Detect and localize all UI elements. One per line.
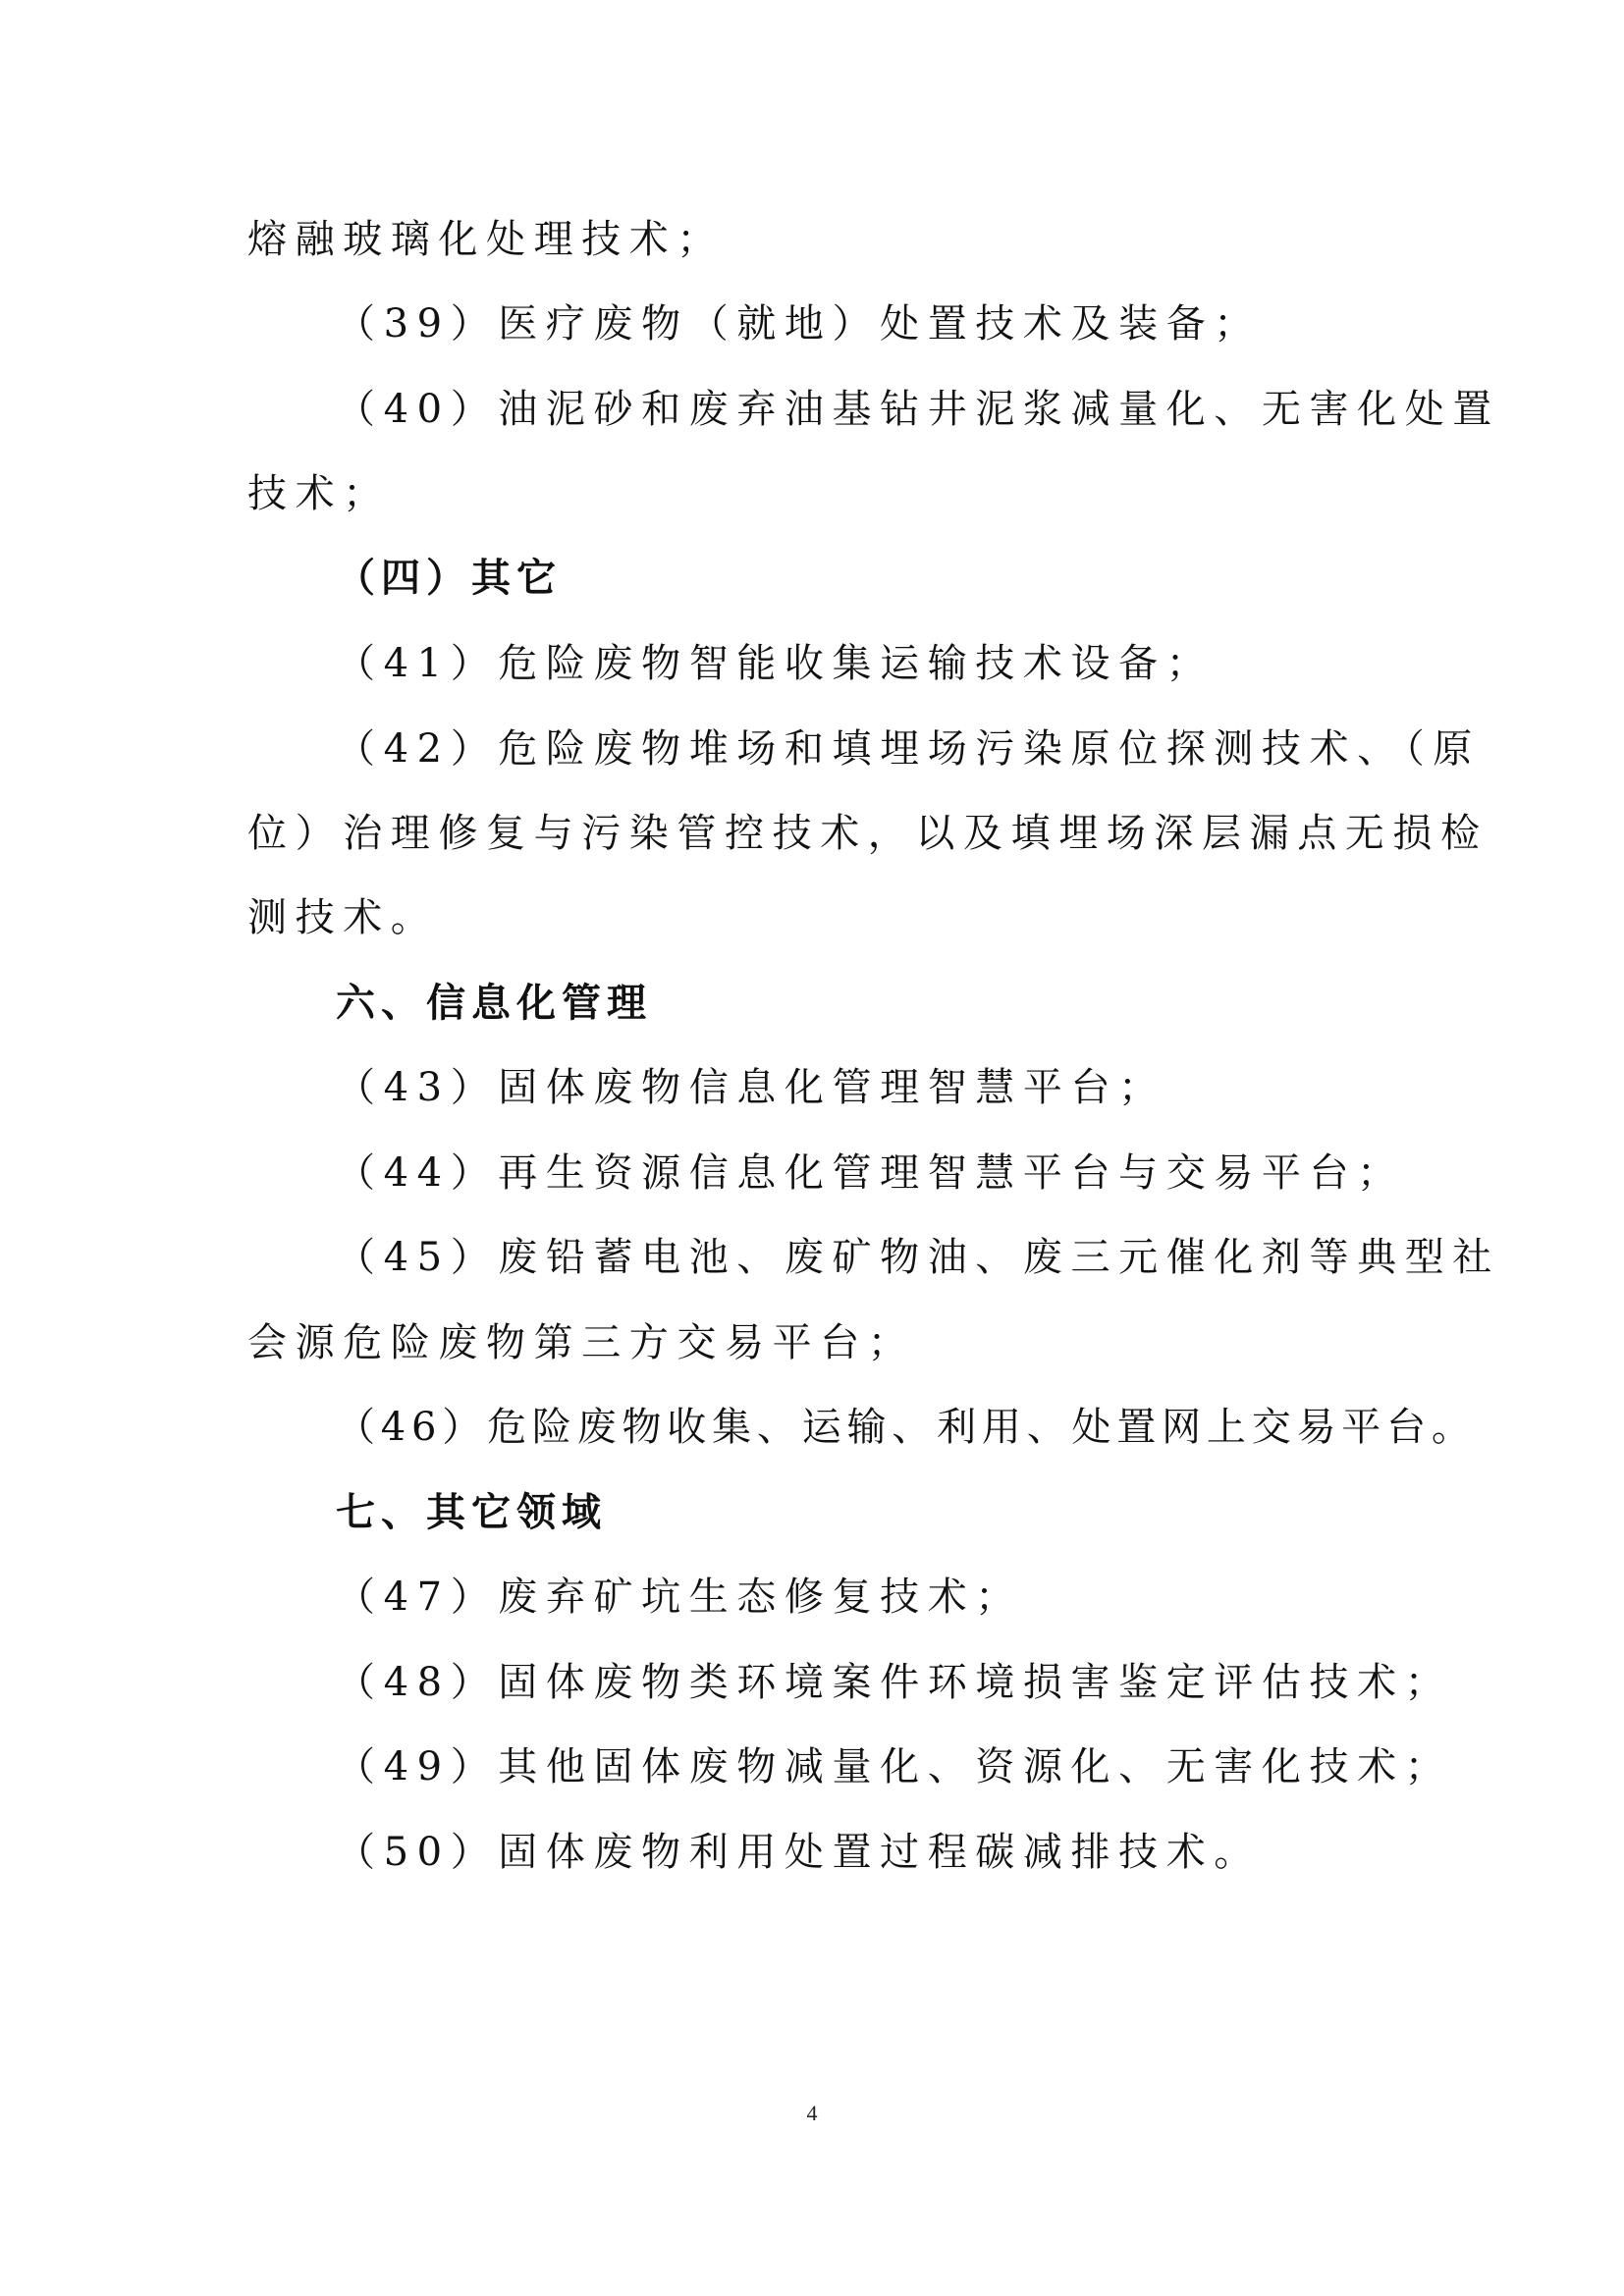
list-item-44: （44）再生资源信息化管理智慧平台与交易平台； <box>336 1150 1405 1196</box>
list-item-42: （42）危险废物堆场和填埋场污染原位探测技术、（原 <box>336 726 1481 772</box>
list-item-41: （41）危险废物智能收集运输技术设备； <box>336 641 1215 686</box>
list-item-50: （50）固体废物利用处置过程碳减排技术。 <box>336 1830 1262 1875</box>
list-item-45: （45）废铅蓄电池、废矿物油、废三元催化剂等典型社 <box>336 1235 1500 1280</box>
list-item-40-continuation: 技术； <box>247 471 391 516</box>
section-heading-other-fields: 七、其它领域 <box>336 1490 607 1535</box>
list-item-43: （43）固体废物信息化管理智慧平台； <box>336 1065 1166 1110</box>
list-item-48: （48）固体废物类环境案件环境损害鉴定评估技术； <box>336 1660 1453 1705</box>
list-item-45-continuation: 会源危险废物第三方交易平台； <box>247 1320 916 1365</box>
list-item-42-continuation: 位）治理修复与污染管控技术，以及填埋场深层漏点无损检 <box>247 811 1489 856</box>
list-item-46: （46）危险废物收集、运输、利用、处置网上交易平台。 <box>336 1405 1477 1450</box>
text-line-continuation: 熔融玻璃化处理技术； <box>247 217 725 262</box>
list-item-47: （47）废弃矿坑生态修复技术； <box>336 1575 1023 1620</box>
list-item-39: （39）医疗废物（就地）处置技术及装备； <box>336 301 1262 347</box>
list-item-42-continuation: 测技术。 <box>247 895 439 940</box>
subsection-heading-other: （四）其它 <box>336 556 562 601</box>
page-number: 4 <box>806 2101 818 2125</box>
section-heading-informatization: 六、信息化管理 <box>336 981 652 1026</box>
list-item-40: （40）油泥砂和废弃油基钻井泥浆减量化、无害化处置 <box>336 387 1500 432</box>
list-item-49: （49）其他固体废物减量化、资源化、无害化技术； <box>336 1744 1453 1789</box>
